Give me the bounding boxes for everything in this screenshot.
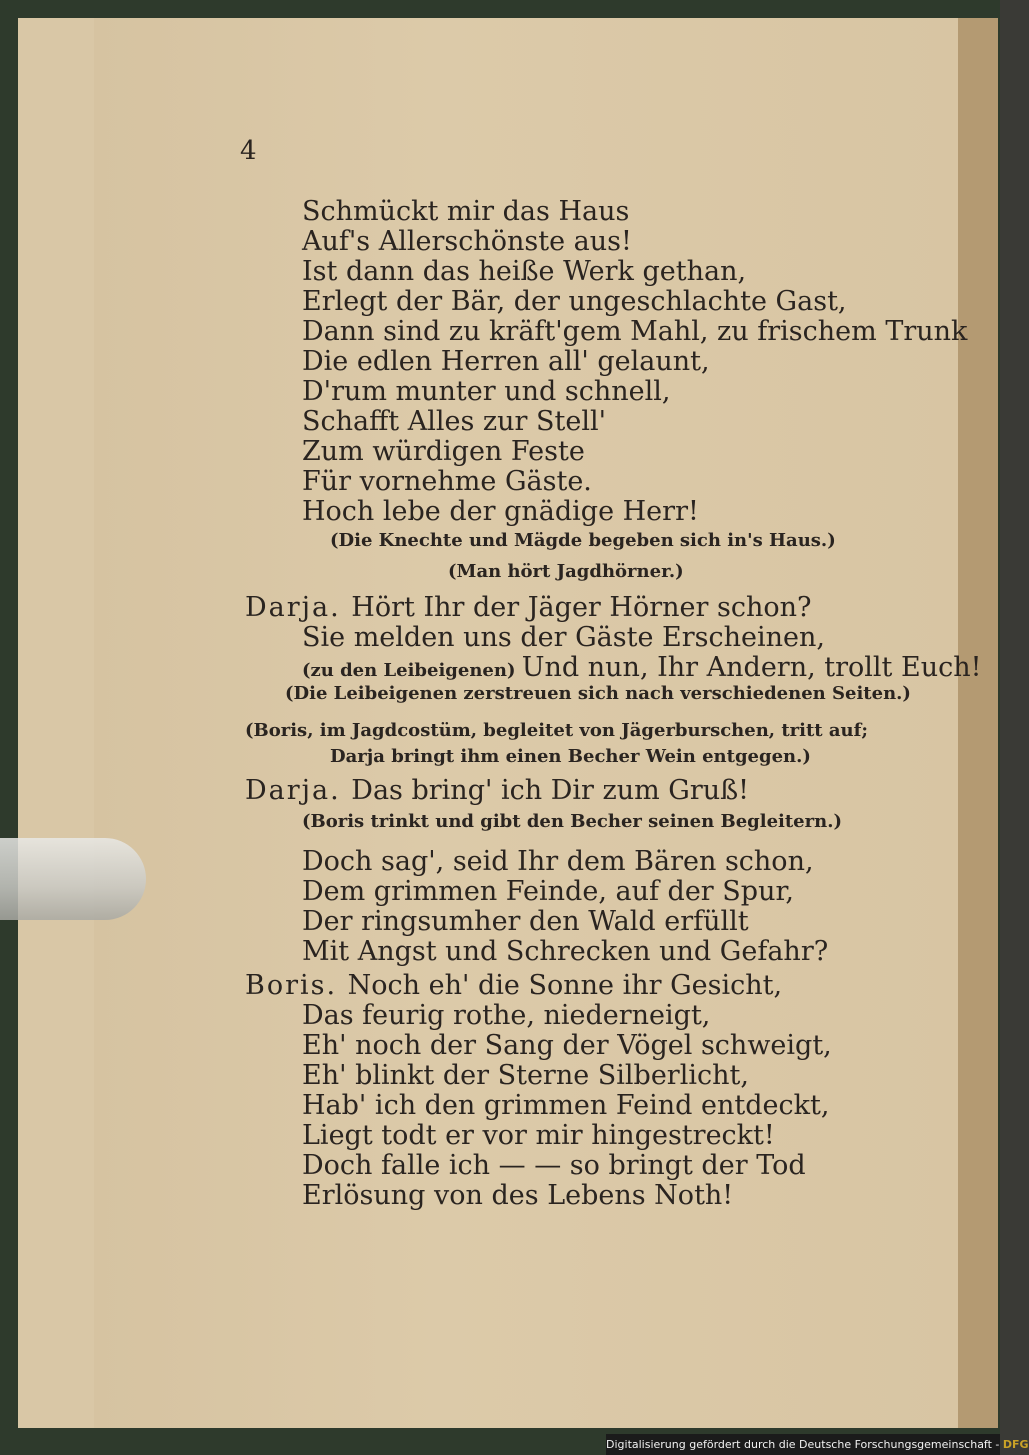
speaker-name: Darja. <box>245 592 352 623</box>
verse-line <box>302 346 710 377</box>
dfg-logo: DFG <box>1002 1438 1029 1451</box>
line-text: Das feurig rothe, niederneigt, <box>302 1000 711 1031</box>
verse-line <box>302 652 981 683</box>
page-edge <box>958 18 998 1428</box>
verse-line <box>302 316 967 347</box>
line-text: Auf's Allerschönste aus! <box>302 226 632 257</box>
verse-line <box>302 906 749 937</box>
verse-line <box>302 876 794 907</box>
verse-line <box>302 622 825 653</box>
line-text: Schafft Alles zur Stell' <box>302 406 607 437</box>
verse-line <box>245 775 749 806</box>
verse-line <box>302 256 746 287</box>
speaker-name: Boris. <box>245 970 348 1001</box>
line-text: Hab' ich den grimmen Feind entdeckt, <box>302 1090 830 1121</box>
verse-line <box>302 936 828 967</box>
book-spine <box>18 18 96 1428</box>
line-text: Eh' noch der Sang der Vögel schweigt, <box>302 1030 832 1061</box>
line-text: Dem grimmen Feinde, auf der Spur, <box>302 876 794 907</box>
line-text: Noch eh' die Sonne ihr Gesicht, <box>347 970 783 1001</box>
line-text: Liegt todt er vor mir hingestreckt! <box>302 1120 775 1151</box>
line-text: (Man hört Jagdhörner.) <box>448 561 684 582</box>
line-text: Zum würdigen Feste <box>302 436 585 467</box>
line-text: Doch falle ich — — so bringt der Tod <box>302 1150 806 1181</box>
stage-direction <box>245 720 868 741</box>
verse-line <box>302 1150 806 1181</box>
verse-line <box>302 1000 710 1031</box>
verse-line <box>302 406 606 437</box>
digitization-footer <box>606 1434 1029 1455</box>
line-text: (Die Knechte und Mägde begeben sich in's Haus.) <box>330 530 836 551</box>
line-text: Das bring' ich Dir zum Gruß! <box>351 775 750 806</box>
line-text: Der ringsumher den Wald erfüllt <box>302 906 749 937</box>
line-text: Hoch lebe der gnädige Herr! <box>302 496 699 527</box>
footer-text: Digitalisierung gefördert durch die Deutsche Forschungsgemeinschaft - <box>606 1438 1000 1451</box>
line-text: D'rum munter und schnell, <box>302 376 671 407</box>
verse-line <box>302 286 847 317</box>
line-text: Schmückt mir das Haus <box>302 196 630 227</box>
verse-line <box>302 1090 829 1121</box>
verse-line <box>302 466 592 497</box>
line-text: Sie melden uns der Gäste Erscheinen, <box>302 622 825 653</box>
page-number: 4 <box>240 136 257 166</box>
verse-line <box>245 970 782 1001</box>
line-text: Eh' blinkt der Sterne Silberlicht, <box>302 1060 749 1091</box>
verse-line <box>302 1180 733 1211</box>
line-text: Doch sag', seid Ihr dem Bären schon, <box>302 846 814 877</box>
line-text: Mit Angst und Schrecken und Gefahr? <box>302 936 829 967</box>
verse-line <box>302 226 632 257</box>
scanner-clip <box>0 838 146 920</box>
verse-line <box>302 436 585 467</box>
verse-line <box>302 846 814 877</box>
line-text: Erlegt der Bär, der ungeschlachte Gast, <box>302 286 847 317</box>
stage-direction <box>302 811 842 832</box>
verse-line <box>302 196 629 227</box>
line-text: (Boris trinkt und gibt den Becher seinen Begleitern.) <box>302 811 842 832</box>
line-text: Ist dann das heiße Werk gethan, <box>302 256 747 287</box>
speaker-name: Darja. <box>245 775 352 806</box>
line-text: Erlösung von des Lebens Noth! <box>302 1180 734 1211</box>
verse-line <box>302 1120 775 1151</box>
line-text: Für vornehme Gäste. <box>302 466 592 497</box>
verse-line <box>302 376 670 407</box>
line-text: Dann sind zu kräft'gem Mahl, zu frischem Trunk <box>302 316 968 347</box>
stage-direction <box>330 746 811 767</box>
stage-direction <box>330 530 836 551</box>
line-text: (Boris, im Jagdcostüm, begleitet von Jägerburschen, tritt auf; <box>245 720 869 741</box>
stage-direction <box>285 683 911 704</box>
verse-line <box>302 1030 832 1061</box>
verse-line <box>245 592 811 623</box>
verse-line <box>302 496 699 527</box>
line-text: Und nun, Ihr Andern, trollt Euch! <box>521 652 982 683</box>
verse-line <box>302 1060 749 1091</box>
stage-direction <box>448 561 684 582</box>
line-text: (Die Leibeigenen zerstreuen sich nach verschiedenen Seiten.) <box>285 683 911 704</box>
line-text: Darja bringt ihm einen Becher Wein entgegen.) <box>330 746 811 767</box>
aside-direction: (zu den Leibeigenen) <box>302 660 522 681</box>
line-text: Hört Ihr der Jäger Hörner schon? <box>351 592 812 623</box>
line-text: Die edlen Herren all' gelaunt, <box>302 346 710 377</box>
